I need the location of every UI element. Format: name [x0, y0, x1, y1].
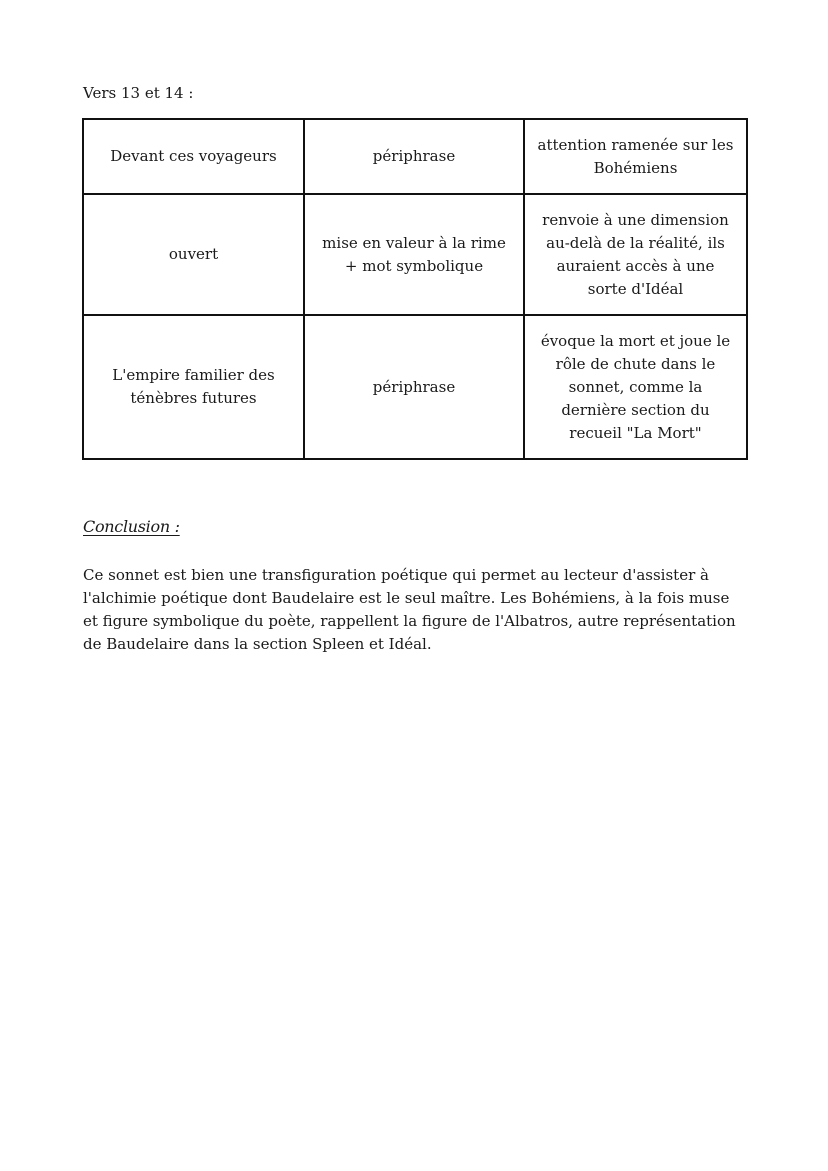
table-cell-citation: Devant ces voyageurs [83, 119, 304, 194]
table-cell-citation: L'empire familier des ténèbres futures [83, 315, 304, 459]
table-row [83, 194, 747, 315]
table-cell-procede: périphrase [304, 119, 524, 194]
table-row [83, 315, 747, 459]
conclusion-paragraph: Ce sonnet est bien une transfiguration poétique qui permet au lecteur d'assister à l'alchimie poétique dont Baudelaire est le seul maître. Les Bohémiens, à la fois muse et figure symbolique du poète, rappellent la figure de l'Albatros, autre représentation de Baudelaire dans la section Spleen et Idéal. [83, 566, 736, 653]
conclusion-heading: Conclusion : [83, 517, 180, 536]
table-row [83, 119, 747, 194]
table-cell-procede: périphrase [304, 315, 524, 459]
analysis-table [82, 118, 748, 460]
table-cell-interpretation: attention ramenée sur les Bohémiens [524, 119, 747, 194]
table-cell-procede: mise en valeur à la rime + mot symbolique [304, 194, 524, 315]
table-cell-interpretation: renvoie à une dimension au-delà de la réalité, ils auraient accès à une sorte d'Idéal [524, 194, 747, 315]
table-cell-interpretation: évoque la mort et joue le rôle de chute dans le sonnet, comme la dernière section du recueil "La Mort" [524, 315, 747, 459]
table-cell-citation: ouvert [83, 194, 304, 315]
verse-heading: Vers 13 et 14 : [83, 84, 194, 102]
